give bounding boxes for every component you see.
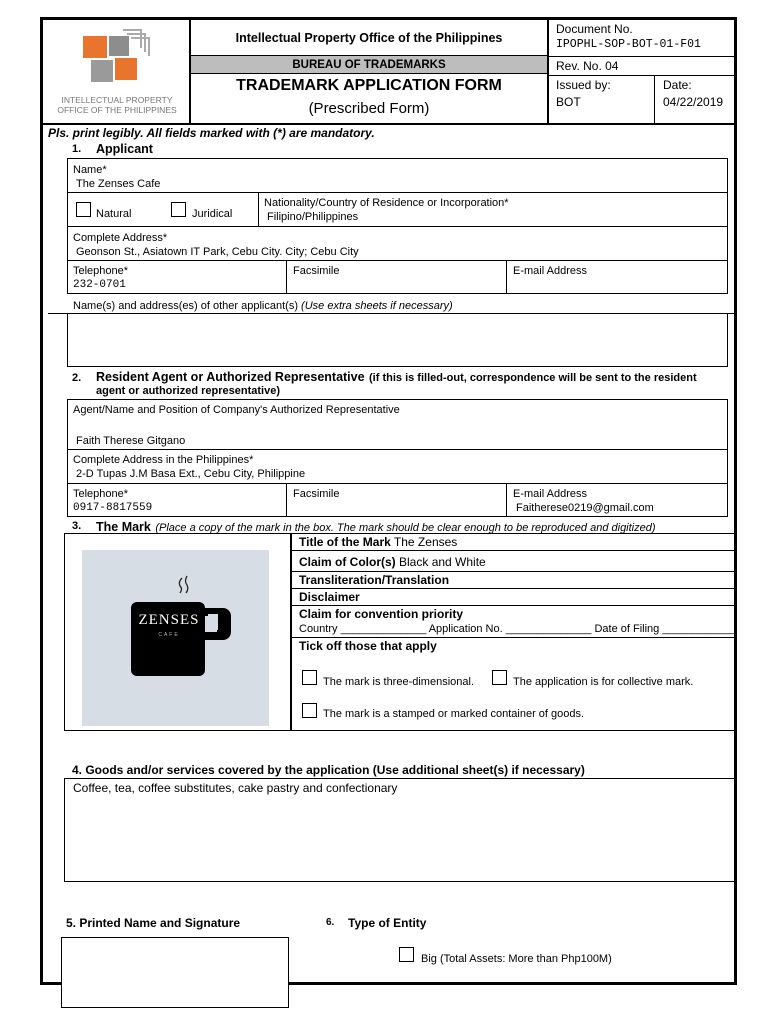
section2-num: 2. [72,372,82,384]
agent-address-label: Complete Address in the Philippines* [73,454,254,466]
other-applicants-box[interactable] [67,313,728,367]
juridical-label: Juridical [192,208,233,220]
section2-title: Resident Agent or Authorized Representative [96,370,365,384]
header-bottom-line [43,123,734,125]
agent-row-line-1 [67,449,728,450]
mark-title-row [299,535,457,549]
mark-line-5 [291,637,735,638]
doc-divider-v [654,75,655,123]
agent-tel-divider [286,483,287,517]
doc-no-label: Document No. [556,22,633,36]
ipophl-logo-icon [83,28,153,90]
agent-fax-label: Facsimile [293,488,340,500]
applicant-tel[interactable]: 232-0701 [73,279,126,291]
filing-field[interactable]: Date of Filing ____________ [594,623,736,635]
fax-label: Facsimile [293,265,340,277]
nat-divider [258,192,259,226]
section2-note2: agent or authorized representative) [96,385,280,397]
mark-title[interactable]: The Zenses [393,535,458,549]
stamped-container-label: The mark is a stamped or marked container of goods. [323,708,585,720]
agent-tel[interactable]: 0917-8817559 [73,502,153,514]
zenses-cup-logo-icon [82,550,269,726]
natural-label: Natural [96,208,132,220]
doc-divider-2 [547,75,734,76]
logo-line2: OFFICE OF THE PHILIPPINES [57,105,177,115]
logo-line1: INTELLECTUAL PROPERTY [61,95,173,105]
agent-label: Agent/Name and Position of Company's Authorized Representative [73,404,400,416]
instructions: Pls. print legibly. All fields marked with (*) are mandatory. [48,126,375,140]
section6-num: 6. [326,917,335,928]
signature-box[interactable] [61,937,289,1008]
mark-line-1 [291,550,735,551]
section3-note: (Place a copy of the mark in the box. The mark should be clear enough to be reproduced and digitized) [155,522,656,534]
bureau-name: BUREAU OF TRADEMARKS [191,56,547,74]
form-subtitle: (Prescribed Form) [308,100,430,117]
mark-image [82,550,269,726]
section1-num: 1. [72,143,82,155]
section2-heading [96,370,726,385]
tel-divider [286,260,287,294]
collective-mark-checkbox[interactable] [492,670,507,685]
convention-fields [299,623,736,635]
convention-label: Claim for convention priority [299,607,464,621]
agent-row-line-2 [67,483,728,484]
natural-checkbox[interactable] [76,202,91,217]
appno-field[interactable]: Application No. ______________ [428,623,592,635]
agent-tel-label: Telephone* [73,488,129,500]
color-row [299,555,486,569]
applicant-name[interactable]: The Zenses Cafe [76,178,161,190]
name-label: Name* [73,164,107,176]
row-line-1 [67,192,728,193]
nationality[interactable]: Filipino/Philippines [267,211,359,223]
three-dimensional-label: The mark is three-dimensional. [323,676,475,688]
mark-subtext: CAFE [158,632,180,638]
big-entity-label: Big (Total Assets: More than Php100M) [421,953,612,965]
others-label-text: Name(s) and address(es) of other applicant(s) [73,300,298,312]
header-logo-cell [43,20,191,123]
issued-by: BOT [556,95,581,109]
section5-title: 5. Printed Name and Signature [66,916,241,930]
section3-num: 3. [72,520,82,532]
translit-label: Transliteration/Translation [299,573,450,587]
country-field[interactable]: Country ______________ [299,623,427,635]
doc-divider-1 [547,56,734,57]
row-line-2 [67,226,728,227]
agent-email-label: E-mail Address [513,488,587,500]
office-name: Intellectual Property Office of the Philippines [191,20,547,56]
agent-name[interactable]: Faith Therese Gitgano [76,435,186,447]
address-label: Complete Address* [73,232,168,244]
stamped-container-checkbox[interactable] [302,703,317,718]
three-dimensional-checkbox[interactable] [302,670,317,685]
date-label: Date: [663,78,692,92]
tel-label: Telephone* [73,265,129,277]
doc-no: IPOPHL-SOP-BOT-01-F01 [556,38,701,51]
date-value: 04/22/2019 [663,95,724,109]
disclaimer-label: Disclaimer [299,590,360,604]
mark-line-2 [291,571,735,572]
rev-no: Rev. No. 04 [556,59,619,73]
row-line-3 [67,260,728,261]
mark-line-3 [291,588,735,589]
mark-line-4 [291,605,735,606]
agent-address[interactable]: 2-D Tupas J.M Basa Ext., Cebu City, Philippine [76,468,306,480]
tick-label: Tick off those that apply [299,639,437,653]
section4-title: 4. Goods and/or services covered by the application (Use additional sheet(s) if necessary) [72,763,585,777]
collective-mark-label: The application is for collective mark. [513,676,694,688]
others-note: (Use extra sheets if necessary) [301,300,453,312]
others-label [73,300,453,313]
section1-title: Applicant [96,142,153,156]
color-value[interactable]: Black and White [399,555,486,569]
email-label: E-mail Address [513,265,587,277]
applicant-address[interactable]: Geonson St., Asiatown IT Park, Cebu City. City; Cebu City [76,246,359,258]
section2-note1: (if this is filled-out, correspondence will be sent to the resident [369,372,697,384]
agent-email[interactable]: Faitherese0219@gmail.com [516,502,654,514]
fax-divider [506,260,507,294]
section3-title: The Mark [96,520,151,534]
title-label: Title of the Mark [299,535,391,549]
color-label: Claim of Color(s) [299,555,396,569]
juridical-checkbox[interactable] [171,202,186,217]
issued-label: Issued by: [556,78,611,92]
mark-text: ZENSES [138,612,200,628]
nationality-label: Nationality/Country of Residence or Incorporation* [264,197,509,209]
big-entity-checkbox[interactable] [399,947,414,962]
form-title: TRADEMARK APPLICATION FORM [236,77,502,94]
agent-fax-divider [506,483,507,517]
goods-text[interactable]: Coffee, tea, coffee substitutes, cake pastry and confectionary [73,781,398,795]
section6-title: Type of Entity [348,916,427,930]
